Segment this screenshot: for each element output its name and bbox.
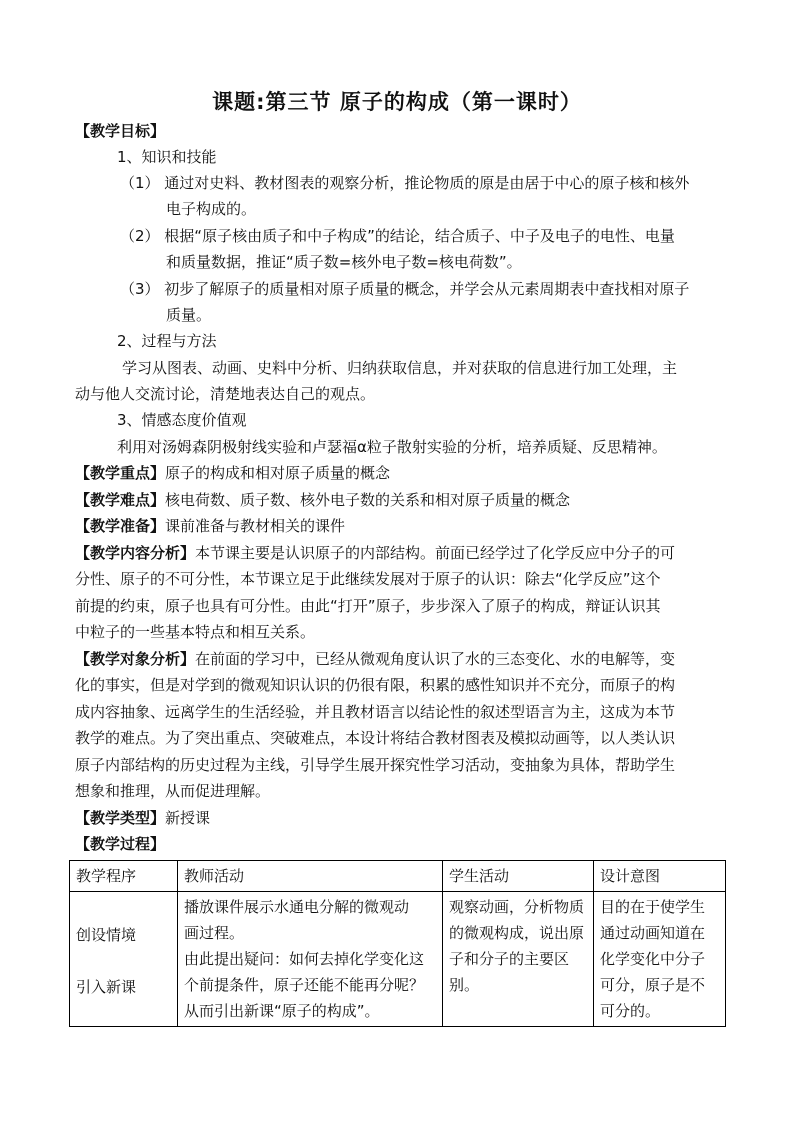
student-activity-text: 观察动画，分析物质 的微观构成，说出原 子和分子的主要区 别。 — [449, 898, 585, 994]
student-analysis-line-5: 原子内部结构的历史过程为主线，引导学生展开探究性学习活动，变抽象为具体，帮助学生 — [75, 756, 676, 774]
student-analysis-text-1: 在前面的学习中，已经从微观角度认识了水的三态变化、水的电解等，变 — [195, 650, 676, 668]
student-analysis-line-1 — [75, 649, 675, 669]
knowledge-heading: 1、知识和技能 — [117, 148, 217, 166]
table-row — [70, 892, 726, 1027]
header-design-intent: 设计意图 — [594, 861, 726, 892]
student-analysis-line-3: 成内容抽象、远离学生的生活经验，并且教材语言以结论性的叙述型语言为主，这成为本节 — [75, 703, 676, 721]
content-analysis-line-3: 前提的约束，原子也具有可分性。由此“打开”原子，步步深入了原子的构成，辩证认识其 — [75, 597, 661, 615]
knowledge-item-3-line-2: 质量。 — [166, 306, 212, 324]
content-analysis-label: 【教学内容分析】 — [75, 544, 196, 562]
emotion-heading: 3、情感态度价值观 — [117, 411, 247, 429]
student-analysis-line-4: 教学的难点。为了突出重点、突破难点，本设计将结合教材图表及模拟动画等，以人类认识 — [75, 729, 676, 747]
key-point-label: 【教学重点】 — [75, 464, 166, 482]
process-heading: 2、过程与方法 — [117, 332, 217, 350]
student-analysis-line-6: 想象和推理，从而促进理解。 — [75, 782, 271, 800]
cell-design-intent — [594, 892, 726, 1027]
stage-text: 创设情境 引入新课 — [76, 926, 137, 996]
goals-header: 【教学目标】 — [75, 122, 166, 140]
preparation-text: 课前准备与教材相关的课件 — [165, 517, 346, 535]
student-analysis-label: 【教学对象分析】 — [75, 650, 196, 668]
key-point-text: 原子的构成和相对原子质量的概念 — [165, 464, 391, 482]
emotion-text: 利用对汤姆森阴极射线实验和卢瑟福α粒子散射实验的分析，培养质疑、反思精神。 — [117, 438, 667, 456]
content-analysis-line-1 — [75, 543, 675, 563]
content-analysis-line-4: 中粒子的一些基本特点和相互关系。 — [75, 623, 316, 641]
knowledge-item-2-line-1: （2） 根据“原子核由质子和中子构成”的结论，结合质子、中子及电子的电性、电量 — [120, 227, 675, 245]
lesson-type-text: 新授课 — [165, 809, 211, 827]
knowledge-item-2-line-2: 和质量数据，推证“质子数=核外电子数=核电荷数”。 — [166, 253, 522, 271]
difficulty — [75, 490, 570, 510]
content-analysis-text-1: 本节课主要是认识原子的内部结构。前面已经学过了化学反应中分子的可 — [195, 544, 676, 562]
teacher-activity-text: 播放课件展示水通电分解的微观动 画过程。 由此提出疑问：如何去掉化学变化这 个前提条件，原子还能不能再分呢？ 从而引出新课“原子的构成”。 — [184, 898, 425, 1020]
header-teacher-activity: 教师活动 — [178, 861, 443, 892]
cell-stage — [70, 892, 178, 1027]
preparation — [75, 516, 345, 536]
student-analysis-line-2: 化的事实，但是对学到的微观知识认识的仍很有限，积累的感性知识并不充分，而原子的构 — [75, 676, 676, 694]
difficulty-text: 核电荷数、质子数、核外电子数的关系和相对原子质量的概念 — [165, 491, 571, 509]
key-point — [75, 463, 390, 483]
cell-teacher-activity — [178, 892, 443, 1027]
process-text-line-2: 动与他人交流讨论，清楚地表达自己的观点。 — [75, 385, 376, 403]
knowledge-item-1-line-2: 电子构成的。 — [166, 200, 257, 218]
content-analysis-line-2: 分性、原子的不可分性，本节课立足于此继续发展对于原子的认识：除去“化学反应”这个 — [75, 570, 661, 588]
preparation-label: 【教学准备】 — [75, 517, 166, 535]
header-stage: 教学程序 — [70, 861, 178, 892]
process-label: 【教学过程】 — [75, 835, 166, 853]
cell-student-activity — [443, 892, 594, 1027]
lesson-type-label: 【教学类型】 — [75, 809, 166, 827]
page-title: 课题:第三节 原子的构成（第一课时） — [212, 90, 582, 114]
teaching-process-table — [69, 860, 726, 1027]
knowledge-item-1-line-1: （1） 通过对史料、教材图表的观察分析，推论物质的原是由居于中心的原子核和核外 — [120, 174, 690, 192]
lesson-type — [75, 808, 210, 828]
design-intent-text: 目的在于使学生 通过动画知道在 化学变化中分子 可分，原子是不 可分的。 — [600, 898, 706, 1020]
process-text-line-1: 学习从图表、动画、史料中分析、归纳获取信息，并对获取的信息进行加工处理，主 — [122, 359, 678, 377]
knowledge-item-3-line-1: （3） 初步了解原子的质量相对原子质量的概念，并学会从元素周期表中查找相对原子 — [120, 280, 690, 298]
table-header-row — [70, 861, 726, 892]
header-student-activity: 学生活动 — [443, 861, 594, 892]
difficulty-label: 【教学难点】 — [75, 491, 166, 509]
